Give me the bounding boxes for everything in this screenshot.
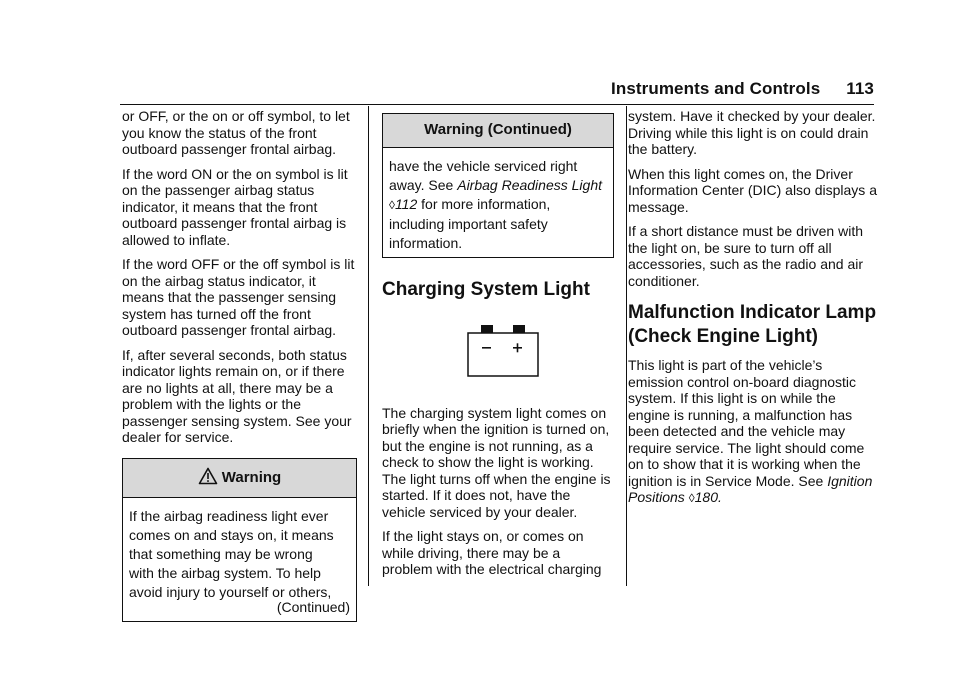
warning-box	[122, 458, 357, 623]
warning-line: avoid injury to yourself or others,	[129, 584, 332, 600]
paragraph: If a short distance must be driven with the light on, be sure to turn off all accessories, such as the radio and air conditioner.	[628, 223, 864, 289]
warning-text: have the vehicle serviced right away. See	[389, 157, 578, 193]
warning-line: that something may be wrong	[129, 546, 313, 562]
warning-continued-body	[383, 148, 613, 257]
warning-title: Warning	[221, 468, 282, 486]
battery-figure	[382, 301, 614, 385]
page-ref[interactable]: 112	[394, 195, 418, 212]
section-heading: Malfunction Indicator Lamp (Check Engine Light)	[628, 302, 877, 347]
paragraph: system. Have it checked by your dealer. Driving while this light is on could drain the battery.	[628, 108, 876, 157]
warning-line: with the airbag system. To help	[129, 565, 321, 581]
battery-icon	[467, 325, 539, 377]
warning-body	[123, 498, 356, 621]
page-number: 113	[846, 79, 874, 98]
paragraph: If the word OFF or the off symbol is lit on the airbag status indicator, it means that the passenger sensing system has turned off the front outboard passenger frontal airbag.	[122, 256, 355, 338]
column-3	[628, 108, 878, 515]
ignition-positions-link[interactable]: Ignition Positions	[628, 472, 873, 505]
sentence-end: .	[718, 489, 722, 505]
airbag-readiness-link[interactable]: Airbag Readiness Light	[457, 176, 602, 193]
paragraph-text: This light is part of the vehicle’s emission control on-board diagnostic system. If this light is on while the engine is running, a malfunction has been detected and the vehicle may require service. The light should come on to show that it is working when the ignition is in Service Mode. See	[628, 357, 865, 489]
warning-continued-header	[383, 114, 613, 148]
paragraph: When this light comes on, the Driver Information Center (DIC) also displays a message.	[628, 165, 877, 215]
paragraph: If the word ON or the on symbol is lit on the passenger airbag status indicator, it means that the front outboard passenger frontal airbag is allowed to inflate.	[122, 165, 348, 248]
section-title: Instruments and Controls	[611, 79, 821, 98]
page-ref[interactable]: 180	[694, 489, 718, 505]
warning-header	[123, 459, 356, 499]
paragraph: If the light stays on, or comes on while driving, there may be a problem with the electrical charging	[382, 528, 602, 577]
warning-continued-box	[382, 113, 614, 258]
warning-line: comes on and stays on, it means	[129, 527, 334, 543]
page-ref-icon: ◊	[389, 197, 395, 212]
continued-label: (Continued)	[276, 599, 350, 615]
column-2	[382, 108, 614, 586]
page-ref-icon: ◊	[688, 491, 695, 505]
page-header	[611, 79, 874, 99]
warning-triangle-icon	[198, 467, 218, 490]
paragraph: or OFF, or the on or off symbol, to let you know the status of the front outboard passenger frontal airbag.	[122, 108, 350, 157]
column-divider-2	[626, 106, 627, 586]
paragraph	[628, 357, 878, 507]
column-divider-1	[368, 106, 369, 586]
paragraph: If, after several seconds, both status indicator lights remain on, or if there are no lights at all, there may be a problem with the lights or the passenger sensing system. See your dealer for service.	[122, 346, 352, 445]
paragraph: The charging system light comes on briefly when the ignition is turned on, but the engine is not running, as a check to show the light is working. The light turns off when the engine is started. If it does not, have the vehicle serviced by your dealer.	[382, 404, 611, 520]
header-rule	[120, 104, 874, 105]
warning-line: If the airbag readiness light ever	[129, 508, 329, 524]
section-heading: Charging System Light	[382, 278, 590, 300]
warning-text: for more information, including important safety information.	[389, 195, 551, 251]
column-1	[122, 108, 357, 622]
warning-continued-title: Warning (Continued)	[424, 121, 572, 138]
